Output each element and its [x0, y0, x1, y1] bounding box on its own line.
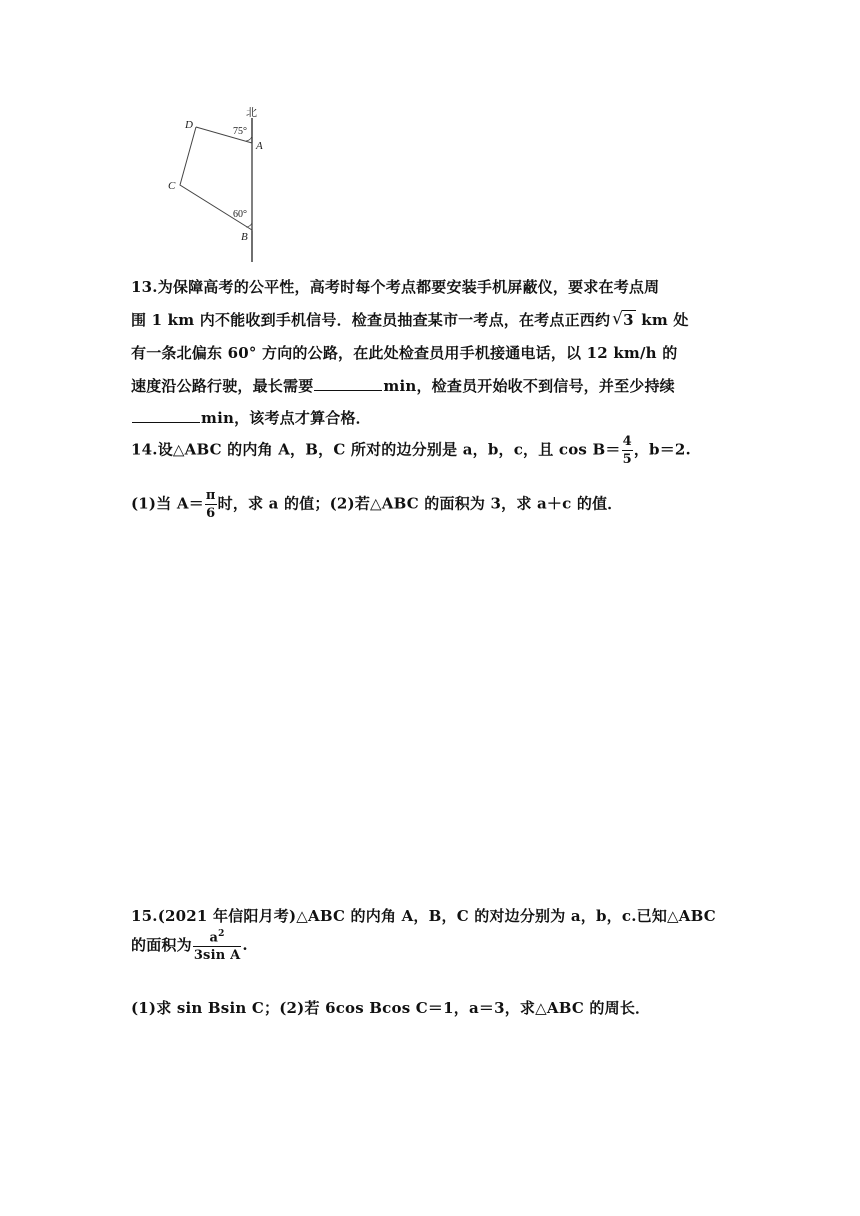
sqrt-expression — [612, 311, 636, 329]
q13-line-2 — [131, 309, 689, 330]
quadrilateral-diagram — [160, 100, 270, 265]
cosb-fraction — [622, 435, 633, 466]
area-fraction — [193, 930, 242, 962]
area-numerator-base: a — [209, 930, 219, 946]
angle-a-fraction — [205, 489, 217, 520]
q15-line-2b: . — [242, 936, 248, 955]
q14-line-2 — [131, 489, 622, 520]
answer-blank-1[interactable] — [314, 376, 382, 391]
q15-line-2 — [131, 930, 248, 962]
area-numerator — [193, 930, 242, 946]
point-d-label: D — [185, 119, 193, 131]
q13-line-4 — [131, 375, 675, 396]
q14-line-2a: (1)当 A＝ — [131, 494, 204, 513]
point-a-label: A — [256, 140, 263, 152]
point-c-label: C — [168, 180, 176, 192]
q13-line-1: 13.为保障高考的公平性，高考时每个考点都要安装手机屏蔽仪，要求在考点周 — [131, 278, 660, 296]
q13-line-4a: 速度沿公路行驶，最长需要 — [131, 377, 314, 395]
q13-line-2-tail: km 处 — [635, 311, 689, 329]
geometry-figure — [160, 100, 270, 265]
area-numerator-exponent: 2 — [218, 929, 225, 939]
q14-line-1b: ，b＝2. — [633, 440, 691, 459]
q14-line-1 — [131, 435, 691, 466]
q13-line-4b: min，检查员开始收不到信号，并至少持续 — [383, 377, 675, 395]
north-label: 北 — [246, 106, 257, 119]
area-denominator: 3sin A — [193, 948, 241, 964]
q13-line-3: 有一条北偏东 60° 方向的公路，在此处检查员用手机接通电话，以 12 km/h 的 — [131, 344, 678, 362]
q15-line-3: (1)求 sin Bsin C；(2)若 6cos Bcos C＝1，a＝3，求△ABC 的周长． — [131, 999, 651, 1017]
point-b-label: B — [241, 231, 248, 243]
q13-line-5 — [131, 407, 371, 428]
sqrt-argument: 3 — [623, 311, 634, 329]
radical-sign: √ — [612, 309, 624, 329]
angle-a-denominator: 6 — [206, 506, 216, 521]
angle-b-label: 60° — [233, 209, 247, 220]
cosb-numerator: 4 — [622, 434, 632, 449]
answer-blank-2[interactable] — [132, 408, 200, 423]
q15-line-2a: 的面积为 — [131, 936, 192, 955]
q13-line-5-text: min，该考点才算合格． — [201, 409, 371, 427]
q14-line-2b: 时，求 a 的值；(2)若△ABC 的面积为 3，求 a＋c 的值． — [217, 494, 623, 513]
q13-line-2-text: 围 1 km 内不能收到手机信号．检查员抽查某市一考点，在考点正西约 — [131, 311, 611, 329]
q15-line-1: 15.(2021 年信阳月考)△ABC 的内角 A，B，C 的对边分别为 a，b，c.已知△ABC — [131, 907, 716, 925]
q14-line-1a: 14.设△ABC 的内角 A，B，C 所对的边分别是 a，b，c，且 cos B＝ — [131, 440, 621, 459]
angle-a-numerator: π — [205, 488, 216, 503]
angle-a-label: 75° — [233, 126, 247, 137]
cosb-denominator: 5 — [622, 452, 632, 467]
